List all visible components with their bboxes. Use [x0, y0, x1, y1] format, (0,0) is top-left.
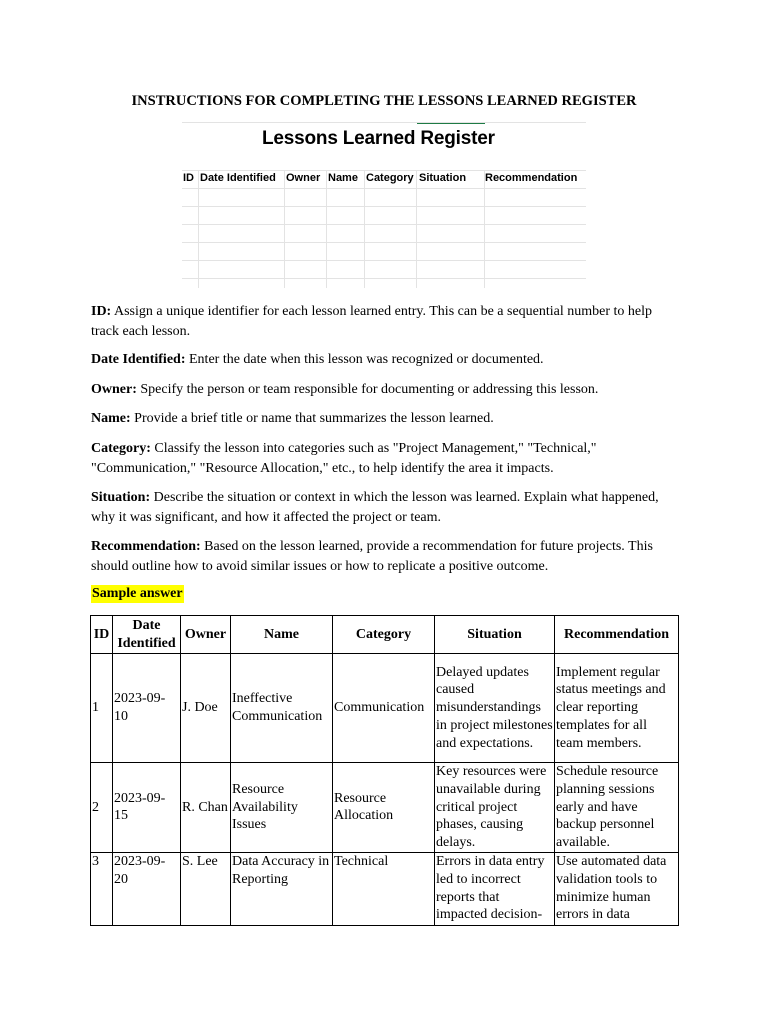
- sample-table: [90, 615, 679, 926]
- cell-situation: Delayed updates caused misunderstandings in project milestones and expectations.: [435, 654, 555, 763]
- cell-date: 2023-09-15: [113, 763, 181, 853]
- instruction-owner: Owner: Specify the person or team responsible for documenting or addressing this lesson.: [91, 382, 599, 397]
- table-header-row: [91, 616, 679, 654]
- register-col-recommendation: Recommendation: [485, 172, 578, 184]
- cell-owner: S. Lee: [181, 852, 231, 925]
- cell-category: Technical: [333, 852, 435, 925]
- register-col-name: Name: [328, 172, 358, 184]
- header-category: Category: [333, 616, 435, 654]
- instruction-recommendation: Recommendation: Based on the lesson learned, provide a recommendation for future projects. This should outline how to avoid similar issues or how to replicate a positive outcome.: [91, 539, 653, 574]
- cell-owner: R. Chan: [181, 763, 231, 853]
- register-image: [182, 122, 586, 288]
- table-row: [91, 763, 679, 853]
- register-col-date: Date Identified: [200, 172, 276, 184]
- instruction-id: ID: Assign a unique identifier for each lesson learned entry. This can be a sequential number to help track each lesson.: [91, 304, 653, 339]
- table-row: [91, 654, 679, 763]
- register-title: Lessons Learned Register: [262, 128, 495, 149]
- header-recommendation: Recommendation: [555, 616, 679, 654]
- register-col-category: Category: [366, 172, 414, 184]
- cell-situation: Errors in data entry led to incorrect reports that impacted decision-: [435, 852, 555, 925]
- header-id: ID: [91, 616, 113, 654]
- instruction-category: Category: Classify the lesson into categories such as "Project Management," "Technical," "Communication," "Resource Allocation," etc., to help identify the area it impacts.: [91, 441, 597, 476]
- cell-recommendation: Use automated data validation tools to minimize human errors in data: [555, 852, 679, 925]
- cell-name: Ineffective Communication: [231, 654, 333, 763]
- register-col-id: ID: [183, 172, 194, 184]
- cell-id: 2: [91, 763, 113, 853]
- register-col-situation: Situation: [419, 172, 467, 184]
- header-date-identified: Date Identified: [113, 616, 181, 654]
- cell-date: 2023-09-20: [113, 852, 181, 925]
- cell-name: Resource Availability Issues: [231, 763, 333, 853]
- cell-id: 1: [91, 654, 113, 763]
- header-owner: Owner: [181, 616, 231, 654]
- instruction-situation: Situation: Describe the situation or context in which the lesson was learned. Explain what happened, why it was significant, and how it affected the project or team.: [91, 490, 659, 525]
- sample-answer-label: Sample answer: [92, 586, 183, 601]
- cell-id: 3: [91, 852, 113, 925]
- cell-owner: J. Doe: [181, 654, 231, 763]
- cell-name: Data Accuracy in Reporting: [231, 852, 333, 925]
- header-name: Name: [231, 616, 333, 654]
- cell-recommendation: Implement regular status meetings and clear reporting templates for all team members.: [555, 654, 679, 763]
- table-row: [91, 852, 679, 925]
- cell-category: Resource Allocation: [333, 763, 435, 853]
- instruction-name: Name: Provide a brief title or name that summarizes the lesson learned.: [91, 411, 494, 426]
- header-situation: Situation: [435, 616, 555, 654]
- cell-situation: Key resources were unavailable during critical project phases, causing delays.: [435, 763, 555, 853]
- cell-recommendation: Schedule resource planning sessions early and have backup personnel available.: [555, 763, 679, 853]
- page-title: INSTRUCTIONS FOR COMPLETING THE LESSONS LEARNED REGISTER: [131, 93, 637, 109]
- cell-category: Communication: [333, 654, 435, 763]
- register-col-owner: Owner: [286, 172, 321, 184]
- instruction-date-identified: Date Identified: Enter the date when this lesson was recognized or documented.: [91, 352, 544, 367]
- cell-date: 2023-09-10: [113, 654, 181, 763]
